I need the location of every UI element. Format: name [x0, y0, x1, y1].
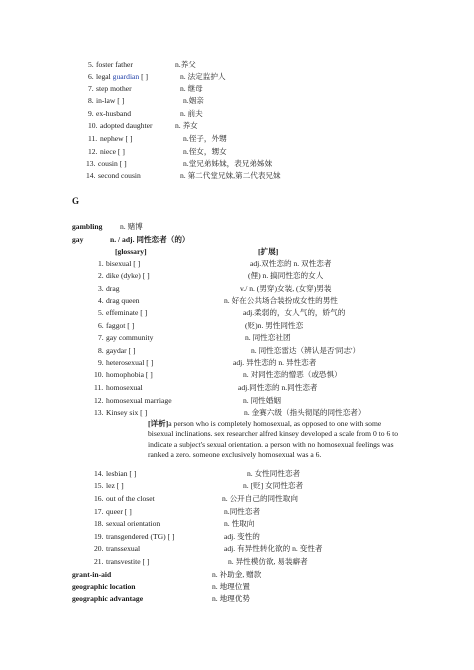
- term-en: foster father: [96, 60, 133, 69]
- glossary-header: [glossary]: [115, 247, 147, 256]
- term-num: 13.: [86, 159, 96, 168]
- term-num: 19.: [94, 532, 104, 541]
- term-en: step mother: [96, 84, 132, 93]
- headword-def: n. 地理位置: [212, 582, 250, 591]
- term-en: effeminate [ ]: [106, 308, 148, 317]
- term-en: Kinsey six [ ]: [106, 408, 148, 417]
- headword-def: n. 赌博: [120, 222, 143, 231]
- term-zh: n. [贬] 女同性恋者: [243, 481, 304, 490]
- term-num: 5.: [88, 60, 94, 69]
- term-en: drag: [106, 284, 120, 293]
- term-num: 9.: [98, 358, 104, 367]
- term-num: 3.: [98, 284, 104, 293]
- term-zh: n.侄女，甥女: [183, 147, 227, 156]
- headword: gambling: [72, 222, 103, 231]
- term-zh: n. 金赛六级（指头彻尾的同性恋者）: [244, 408, 366, 417]
- term-zh: n.侄子，外甥: [183, 134, 227, 143]
- headword: grant-in-aid: [72, 570, 112, 579]
- term-zh: adj. 变性的: [224, 532, 260, 541]
- term-en: homophobia [ ]: [106, 370, 153, 379]
- term-zh: n. 同性恋社团: [245, 333, 291, 342]
- term-en: drag queen: [106, 296, 140, 305]
- term-num: 11.: [88, 134, 98, 143]
- note-line: [详析]a person who is completely homosexual, as opposed to one with some: [148, 419, 382, 428]
- note-line: ranked a zero. someone exclusively homosexual was a 6.: [148, 450, 322, 460]
- term-num: 8.: [88, 96, 94, 105]
- term-num: 8.: [98, 346, 104, 355]
- term-en: bisexual [ ]: [106, 259, 141, 268]
- section-letter: G: [72, 196, 80, 206]
- term-en: ex-husband: [96, 109, 132, 118]
- term-en: gay community: [106, 333, 154, 342]
- term-en: lez [ ]: [106, 481, 124, 490]
- term-num: 16.: [94, 494, 104, 503]
- term-num: 4.: [98, 296, 104, 305]
- extend-header: [扩展]: [258, 247, 279, 256]
- term-zh: adj.双性恋的 n. 双性恋者: [250, 259, 332, 268]
- headword-def: n. / adj. 同性恋者（的）: [110, 235, 190, 244]
- term-en: adopted daughter: [100, 121, 153, 130]
- headword: geographic location: [72, 582, 136, 591]
- term-zh: adj. 有异性转化欲的 n. 变性者: [224, 544, 323, 553]
- term-num: 10.: [94, 370, 104, 379]
- term-zh: n. 性取向: [224, 519, 255, 528]
- term-num: 10.: [88, 121, 98, 130]
- term-zh: n. 女性同性恋者: [247, 469, 301, 478]
- term-num: 13.: [94, 408, 104, 417]
- term-num: 9.: [88, 109, 94, 118]
- term-en: gaydar [ ]: [106, 346, 136, 355]
- term-num: 1.: [98, 259, 104, 268]
- term-en: transsexual: [106, 544, 141, 553]
- term-en: nephew [ ]: [100, 134, 133, 143]
- term-num: 21.: [94, 557, 104, 566]
- term-num: 17.: [94, 507, 104, 516]
- term-zh: v./ n. (男穿)女装, (女穿)男装: [240, 284, 332, 293]
- term-num: 12.: [94, 396, 104, 405]
- term-en: out of the closet: [106, 494, 155, 503]
- headword-def: n. 补助金, 赠款: [212, 570, 262, 579]
- term-en: lesbian [ ]: [106, 469, 137, 478]
- term-zh: adj.同性恋的 n.同性恋者: [238, 383, 318, 392]
- note-line: bisexual inclinations. sex researcher alfred kinsey developed a scale from 0 to 6 to: [148, 429, 399, 439]
- term-zh: n. 好在公共场合装扮成女性的男性: [224, 296, 338, 305]
- term-num: 7.: [98, 333, 104, 342]
- note-label: [详析]: [148, 419, 169, 428]
- term-zh: n. 法定监护人: [180, 72, 226, 81]
- term-zh: (俚) n. 搞同性恋的女人: [248, 271, 324, 280]
- term-zh: n. 对同性恋的憎恶（或恐惧）: [243, 370, 342, 379]
- term-zh: n. 继母: [180, 84, 203, 93]
- term-num: 2.: [98, 271, 104, 280]
- term-zh: adj.柔弱的，女人气的，娇气的: [243, 308, 346, 317]
- term-en: homosexual: [106, 383, 143, 392]
- term-en: transgendered (TG) [ ]: [106, 532, 175, 541]
- term-zh: n. 同性婚姻: [243, 396, 281, 405]
- term-en: second cousin: [98, 171, 141, 180]
- term-en: legal guardian [ ]: [96, 72, 149, 81]
- term-num: 6.: [88, 72, 94, 81]
- term-en: faggot [ ]: [106, 321, 135, 330]
- term-zh: n.养父: [175, 60, 196, 69]
- term-en: dike (dyke) [ ]: [106, 271, 150, 280]
- guardian-link[interactable]: guardian: [112, 72, 140, 81]
- term-zh: n. 异性模仿欲, 易装癖者: [228, 557, 308, 566]
- headword: geographic advantage: [72, 594, 144, 603]
- term-num: 14.: [94, 469, 104, 478]
- term-zh: n. 第二代堂兄妹,第二代表兄妹: [180, 171, 281, 180]
- term-zh: n. 同性恋雷达（辨认是否'同志'）: [251, 346, 361, 355]
- term-en: transvestite [ ]: [106, 557, 150, 566]
- term-num: 15.: [94, 481, 104, 490]
- term-en: homosexual marriage: [106, 396, 172, 405]
- term-zh: adj. 异性恋的 n. 异性恋者: [233, 358, 317, 367]
- term-zh: n. 公开自己的同性取向: [222, 494, 298, 503]
- term-num: 20.: [94, 544, 104, 553]
- headword: gay: [72, 235, 84, 244]
- term-num: 18.: [94, 519, 104, 528]
- term-num: 7.: [88, 84, 94, 93]
- term-num: 12.: [88, 147, 98, 156]
- note-line: indicate a subject's sexual orientation. a person with no homosexual feelings was: [148, 439, 394, 449]
- term-zh: n.姻亲: [183, 96, 204, 105]
- term-zh: n. 前夫: [180, 109, 203, 118]
- term-num: 11.: [94, 383, 104, 392]
- term-num: 6.: [98, 321, 104, 330]
- term-zh: n. 养女: [175, 121, 198, 130]
- headword-def: n. 地理优势: [212, 594, 250, 603]
- term-zh: n.堂兄弟姊妹，表兄弟姊妹: [183, 159, 273, 168]
- term-zh: n.同性恋者: [224, 507, 261, 516]
- term-zh: (贬)n. 男性同性恋: [245, 321, 304, 330]
- kinsey-note: [148, 419, 408, 461]
- term-en: cousin [ ]: [98, 159, 127, 168]
- term-num: 5.: [98, 308, 104, 317]
- term-en: in-law [ ]: [96, 96, 125, 105]
- term-en: queer [ ]: [106, 507, 132, 516]
- term-num: 14.: [86, 171, 96, 180]
- term-en: niece [ ]: [100, 147, 125, 156]
- term-en: sexual orientation: [106, 519, 161, 528]
- term-en: heterosexual [ ]: [106, 358, 154, 367]
